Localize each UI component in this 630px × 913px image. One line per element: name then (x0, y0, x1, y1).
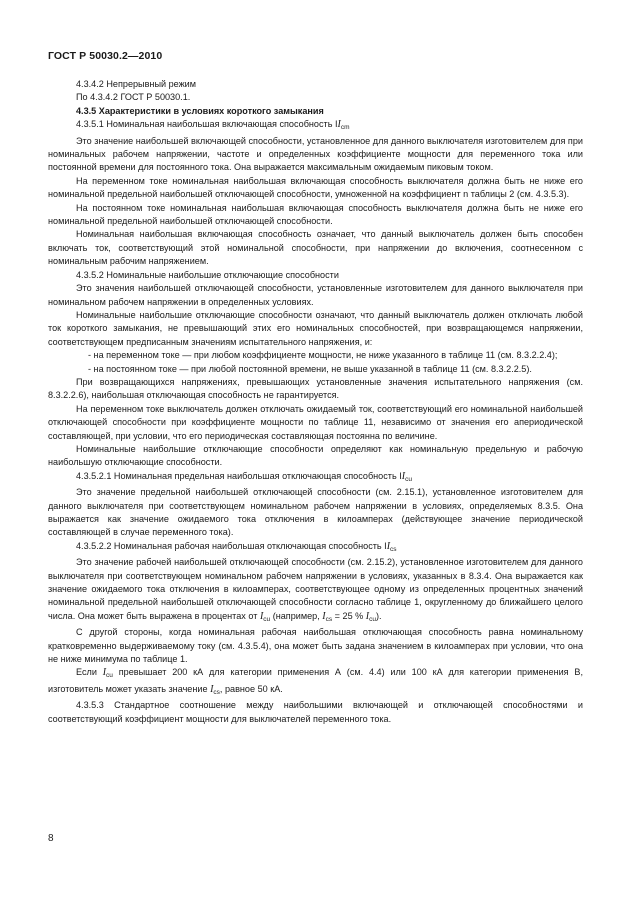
symbol: I (259, 610, 264, 622)
subscript: cu (263, 615, 271, 623)
paragraph: 4.3.5.3 Стандартное соотношение между наибольшими включающей и отключающей способностями и соответствующий коэффициент мощности для выключателей переменного тока. (48, 700, 583, 724)
paragraph: На переменном токе выключатель должен отключать ожидаемый ток, соответствующий его номинальной наибольшей отключающей способности при коэффициенте мощности по таблице 11, независимо от значения его апериодической составляющей, при условии, что его периодическая составляющая постоянна по величине. (48, 403, 583, 441)
subscript: cu (405, 475, 412, 483)
symbol: I (337, 119, 341, 131)
paragraph: С другой стороны, когда номинальная рабочая наибольшая отключающая способность равна номинальному кратковременно выдерживаемому току (см. 4.3.5.4), она может быть задана значением в килоамперах при условии, что она не ниже минимума по таблице 1. (48, 627, 583, 665)
section-heading: 4.3.5 Характеристики в условиях короткого замыкания (76, 105, 324, 116)
paragraph: Это значение рабочей наибольшей отключающей способности (см. 2.15.2), установленное изготовителем для данного выключателя при соответствующем номинальном рабочем напряжении в условиях, указанных в 8.3.4. Она выражается как значение ожидаемого тока отключения в килоамперах, соответствующее одному из определенных процентных значений номинальной предельной наибольшей отключающей способности согласно таблице 1, округленному до ближайшего целого числа. Она может быть выражена в процентах от $I_{cu}$ (например, $I_{cs} = 25$ % $I_{cu}$). (48, 557, 583, 623)
subscript: cs (390, 545, 397, 553)
paragraph: Это значение предельной наибольшей отключающей способности (см. 2.15.1), установленное изготовителем для данного выключателя при соответствующем номинальном рабочем напряжении в условиях, определяемых 8.3.5. Она выражается как значение ожидаемого тока отключения в килоамперах (действующее значение периодической составляющей в случае переменного тока). (48, 487, 583, 538)
paragraph: Это значение наибольшей включающей способности, установленное для данного выключателя изготовителем для при номинальных рабочем напряжении, частоте и определенных коэффициенте мощности для переменного тока или постоянной времени для постоянного тока. Она выражается максимальным ожидаемым пиковым током. (48, 135, 583, 173)
symbol: I (365, 610, 370, 622)
paragraph: 4.3.5.2.1 Номинальная предельная наибольшая отключающая способность $II_{cu}$ (76, 470, 412, 483)
paragraph: Если $I_{cu}$ превышает 200 кА для категории применения А (см. 4.4) или 100 кА для категории применения В, изготовитель может указать значение $I_{cs}$, равное 50 кА. (48, 667, 583, 696)
subscript: cm (340, 124, 350, 132)
paragraph: По 4.3.4.2 ГОСТ Р 50030.1. (76, 92, 191, 103)
subscript: cs (325, 615, 333, 623)
symbol: I (401, 470, 406, 482)
list-item: - на постоянном токе — при любой постоянной времени, не выше указанной в таблице 11 (см. 8.3.2.2.5). (88, 363, 532, 374)
document-body (48, 78, 583, 726)
subscript: cu (106, 672, 113, 680)
paragraph: Номинальные наибольшие отключающие способности означают, что данный выключатель должен отключать любой ток короткого замыкания, не превышающий этих его номинальных способностей, при возвращающемся напряжении, соответствующем предписанным значениям испытательного напряжения, и: (48, 309, 583, 347)
document-header: ГОСТ Р 50030.2—2010 (48, 50, 163, 62)
symbol: I (210, 683, 214, 695)
paragraph: 4.3.4.2 Непрерывный режим (76, 79, 197, 89)
paragraph: Номинальные наибольшие отключающие способности определяют как номинальную предельную и рабочую наибольшую отключающие способности. (48, 443, 583, 468)
paragraph: 4.3.5.2.2 Номинальная рабочая наибольшая отключающая способность $II_{cs}$ (76, 540, 397, 553)
subscript: cu (369, 615, 376, 623)
paragraph: 4.3.5.2 Номинальные наибольшие отключающие способности (76, 269, 339, 280)
list-item: - на переменном токе — при любом коэффициенте мощности, не ниже указанного в таблице 11 (см. 8.3.2.2.4); (88, 350, 558, 361)
symbol: I (322, 610, 326, 622)
page-number: 8 (48, 833, 54, 844)
paragraph: Это значения наибольшей отключающей способности, установленные изготовителем для данного выключателя при номинальном рабочем напряжении в определенных условиях. (48, 283, 583, 307)
paragraph: Номинальная наибольшая включающая способность означает, что данный выключатель должен быть способен включать ток, соответствующий этой номинальной способности, при напряжении до включения, соотнесенном с номинальным рабочим напряжением. (48, 229, 583, 267)
paragraph: 4.3.5.1 Номинальная наибольшая включающая способность $II_{cm}$ (76, 119, 350, 132)
paragraph: На переменном токе номинальная наибольшая включающая способность выключателя должна быть не ниже его номинальной предельной наибольшей отключающей способности, умноженной на коэффициент n таблицы 2 (см. 4.3.5.3). (48, 175, 583, 200)
symbol: I (386, 540, 391, 552)
paragraph: При возвращающихся напряжениях, превышающих установленные значения испытательного напряжения (см. 8.3.2.2.6), наибольшая отключающая способность не гарантируется. (48, 376, 583, 401)
symbol: I (102, 667, 107, 679)
subscript: cs (213, 688, 220, 696)
paragraph: На постоянном токе номинальная наибольшая включающая способность выключателя должна быть не ниже его номинальной предельной наибольшей отключающей способности. (48, 202, 583, 227)
